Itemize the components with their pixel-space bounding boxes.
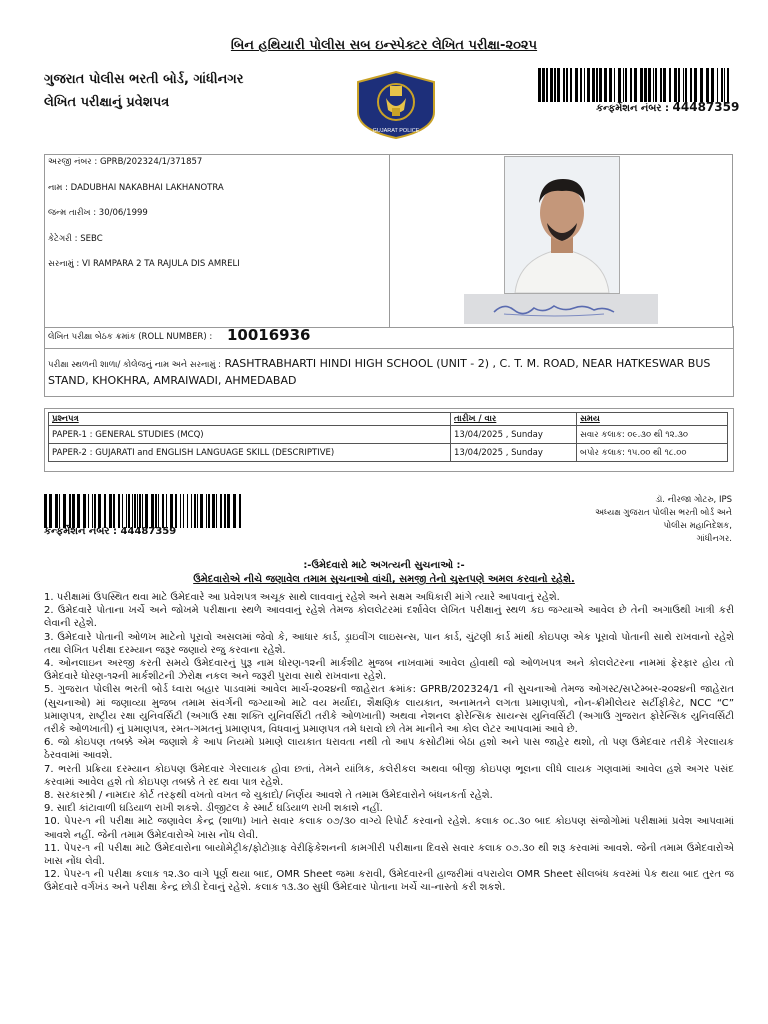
instructions-subtitle: ઉમેદવારોએ નીચે જણાવેલ તમામ સુચનાઓ વાંચી, સમજી તેનો ચુસ્તપણે અમલ કરવાનો રહેશે. <box>193 574 575 585</box>
signatory-place: ગાંધીનગર. <box>696 534 732 544</box>
table-row <box>49 444 728 462</box>
confirmation-barcode-bottom <box>44 494 241 528</box>
confirmation-label: કન્ફર્મેશન નંબર : <box>44 526 118 537</box>
paper-date: 13/04/2025 , Sunday <box>451 444 577 462</box>
header-date: તારીખ / વાર <box>451 413 577 426</box>
instruction-item: 2. ઉમેદવારે પોતાના ખર્ચે અને જોખમે પરીક્ષાના સ્થળે આવવાનું રહેશે તેમજ કોલલેટરમાં દર્શાવેલ લેખિત પરીક્ષાનું સ્થળ કઇ જગ્યાએ આવેલ છે તેની અગાઉથી ખાત્રી કરી લેવાની રહેશે. <box>44 605 734 630</box>
instruction-item: 11. પેપર-૧ ની પરીક્ષા માટે ઉમેદવારોના બાયોમેટ્રીક/ફોટોગ્રાફ વેરીફિકેશનની કામગીરી પરીક્ષાના દિવસે સવાર કલાક ૦૭.૩૦ થી શરૂ કરવામાં આવશે. જેની તમામ ઉમેદવારોએ ખાસ નોંધ લેવી. <box>44 842 734 868</box>
schedule-header-row <box>49 413 728 426</box>
confirmation-label: કન્ફર્મેશન નંબર : <box>596 103 670 114</box>
instruction-item: 8. સરકારશ્રી / નામદાર કોર્ટ તરફથી વખતો વખત જે ચુકાદો/ નિર્ણય આવશે તે તમામ ઉમેદવારોને બંધનકર્તા રહેશે. <box>44 790 493 802</box>
instruction-item: 4. ઓનલાઇન અરજી કરતી સમયે ઉમેદવારનું પુરૂ નામ ધોરણ-૧૨ની માર્કશીટ મુજબ નાખવામાં આવેલ હોવાથી જો ઓળખપત્ર અને કોલલેટરના નામમાં ફેરફાર હોય તો ઉમેદવારે ધોરણ-૧૨ની માર્કશીટની ઝેરોક્ષ નકલ અને જરૂરી પુરાવા સાથે રાખવાના રહેશે. <box>44 658 734 683</box>
exam-venue <box>44 348 734 397</box>
instruction-item: 10. પેપર-૧ ની પરીક્ષા માટે જણાવેલ કેન્દ્ર (શાળા) ખાતે સવાર કલાક ૦૭/૩૦ વાગ્યે રિપોર્ટ કરવાનો રહેશે. કલાક ૦૮.૩૦ બાદ કોઇપણ સંજોગોમાં પરીક્ષામાં પ્રવેશ આપવામાં આવશે નહીં. જેની તમામ ઉમેદવારોએ ખાસ નોંધ લેવી. <box>44 816 734 841</box>
instructions-title: :-ઉમેદવારો માટે અગત્યની સુચનાઓ :- <box>303 560 465 571</box>
confirmation-value: 44487359 <box>120 526 177 537</box>
board-name: ગુજરાત પોલીસ ભરતી બોર્ડ, ગાંધીનગર <box>44 72 244 87</box>
header-time: સમય <box>577 413 728 426</box>
candidate-photo <box>504 156 620 294</box>
date-of-birth: જન્મ તારીખ : 30/06/1999 <box>48 208 148 218</box>
venue-label: પરીક્ષા સ્થળની શાળા/ કોલેજનું નામ અને સરનામું : <box>48 360 222 370</box>
gujarat-police-logo <box>352 68 440 140</box>
instruction-item: 5. ગુજરાત પોલીસ ભરતી બોર્ડ ધ્વારા બહાર પાડવામાં આવેલ માર્ચ-૨૦૨૪ની જાહેરાત ક્રમાંક: GPRB/202324/1 ની સુચનાઓ તેમજ ઓગસ્ટ/સપ્ટેમ્બર-૨૦૨૪ની જાહેરાત (સુચનાઓ) માં જણાવ્યા મુજબ તમામ સંવર્ગની જગ્યાઓ માટે વય મર્યાદા, શૈક્ષણિક લાયકાત, અનામતને લગતા પ્રમાણપત્રો, નોન-ક્રીમીલેયર સર્ટીફીકેટ, NCC “C” પ્રમાણપત્ર, રાષ્ટ્રીય રક્ષા યુનિવર્સિટી (અગાઉ રક્ષા શક્તિ યુનિવર્સિટી તરીકે ઓળખાતી) અથવા નેશનલ ફોરેન્સિક સાયન્સ યુનિવર્સિટી (અગાઉ ગુજરાત ફોરેન્સિક યુનિવર્સિટી તરીકે ઓળખાતી) નું પ્રમાણપત્ર, રમત-ગમતનું પ્રમાણપત્ર, વિધવાનું પ્રમાણપત્ર તમે ધરાવો છો તેમ માનીને આ કોલ લેટર આપવામાં આવે છે. <box>44 684 734 736</box>
organization-block <box>44 68 244 114</box>
header-paper: પ્રશ્નપત્ર <box>49 413 451 426</box>
instruction-item: 3. ઉમેદવારે પોતાની ઓળખ માટેનો પૂરાવો અસલમાં જેવો કે, આધાર કાર્ડ, ડ્રાઇવીંગ લાઇસન્સ, પાન કાર્ડ, ચુંટણી કાર્ડ માંથી કોઇપણ એક પૂરાવો પોતાની સાથે રાખવાનો રહેશે તથા લેખિત પરીક્ષા દરમ્યાન જરૂર જણાયે રજુ કરવાના રહેશે. <box>44 631 734 656</box>
signatory-title: અધ્યક્ષ ગુજરાત પોલીસ ભરતી બોર્ડ અને <box>595 508 732 518</box>
instruction-item: 6. જો કોઇપણ તબક્કે એમ જણાશે કે આપ નિયમો પ્રમાણે લાયકાત ધરાવતા નથી તો આપ કસોટીમાં બેઠા હશો અને પાસ જાહેર થશો, તો પણ ઉમેદવાર તરીકે ગેરલાયક ઠેરવવામાં આવશે. <box>44 737 734 762</box>
instructions-list <box>44 591 734 895</box>
venue-text <box>48 356 724 388</box>
logo-text: GUJARAT POLICE <box>372 128 420 134</box>
confirmation-number-top <box>596 100 739 114</box>
instruction-item: 12. પેપર-૧ ની પરીક્ષા કલાક ૧૨.૩૦ વાગે પૂર્ણ થયા બાદ, OMR Sheet જમા કરાવી, ઉમેદવારની હાજરીમાં વપરાયેલ OMR Sheet સીલબંધ કવરમાં પેક થયા બાદ તુરત જ ઉમેદવારે વર્ગખંડ અને પરીક્ષા કેન્દ્ર છોડી દેવાનું રહેશે. કલાક ૧૩.૩૦ સુધી ઉમેદવાર પોતાના ખર્ચે ચા-નાસ્તો કરી શકશે. <box>44 869 734 894</box>
signatory-name: ડૉ. નીરજા ગોટરુ, IPS <box>655 495 732 505</box>
roll-number-row <box>44 326 734 349</box>
admit-card-heading: લેખિત પરીક્ષાનું પ્રવેશપત્ર <box>44 95 170 110</box>
paper-date: 13/04/2025 , Sunday <box>451 426 577 444</box>
confirmation-value: 44487359 <box>672 100 740 114</box>
instruction-item: 9. સાદી કાંટાવાળી ઘડિયાળ રાખી શકશે. ડીજીટલ કે સ્માર્ટ ઘડિયાળ રાખી શકાશે નહીં. <box>44 803 383 815</box>
candidate-signature <box>464 294 658 324</box>
exam-schedule <box>44 408 734 472</box>
barcode-bar <box>729 68 730 102</box>
paper-name: PAPER-1 : GENERAL STUDIES (MCQ) <box>49 426 451 444</box>
confirmation-barcode-top <box>538 68 730 102</box>
candidate-details <box>44 154 390 328</box>
paper-time: સવાર કલાક: ૦૯.૩૦ થી ૧૨.૩૦ <box>577 426 728 444</box>
instruction-item: 7. ભરતી પ્રક્રિયા દરમ્યાન કોઇપણ ઉમેદવાર ગેરલાયક હોવા છતાં, તેમને યાંત્રિક, કલેરીકલ અથવા બીજી કોઇપણ ભૂલના લીધે લાયક ગણવામાં આવેલ હશે અગર પસંદ કરવામાં આવેલ હશે તો કોઇપણ તબક્કે તે રદ થવા પાત્ર રહેશે. <box>44 763 734 788</box>
roll-number: 10016936 <box>227 326 311 344</box>
schedule-table <box>48 412 728 462</box>
paper-name: PAPER-2 : GUJARATI and ENGLISH LANGUAGE SKILL (DESCRIPTIVE) <box>49 444 451 462</box>
instruction-item: 1. પરીક્ષામાં ઉપસ્થિત થવા માટે ઉમેદવારે આ પ્રવેશપત્ર અચૂક સાથે લાવવાનું રહેશે અને સક્ષમ અધિકારી માંગે ત્યારે આપવાનું રહેશે. <box>44 592 560 603</box>
confirmation-number-bottom <box>44 526 176 537</box>
venue-address: RASHTRABHARTI HINDI HIGH SCHOOL (UNIT - 2) , C. T. M. ROAD, NEAR HATKESWAR BUS STAND, KHOKHRA, AMRAIWADI, AHMEDABAD <box>48 357 711 387</box>
signatory-title: પોલીસ મહાનિદેશક, <box>663 521 732 531</box>
paper-time: બપોર કલાક: ૧૫.૦૦ થી ૧૮.૦૦ <box>577 444 728 462</box>
table-row <box>49 426 728 444</box>
category: કેટેગરી : SEBC <box>48 234 103 244</box>
candidate-name: નામ : DADUBHAI NAKABHAI LAKHANOTRA <box>48 183 224 193</box>
signatory-block <box>595 494 732 546</box>
roll-number-label: લેખિત પરીક્ષા બેઠક ક્રમાંક (ROLL NUMBER) : <box>48 332 213 342</box>
barcode-bar <box>239 494 241 528</box>
address: સરનામું : VI RAMPARA 2 TA RAJULA DIS AMRELI <box>48 259 240 269</box>
exam-title: બિન હથિયારી પોલીસ સબ ઇન્સ્પેક્ટર લેખિત પરીક્ષા-૨૦૨૫ <box>230 38 538 53</box>
application-number: અરજી નંબર : GPRB/202324/1/371857 <box>48 157 203 167</box>
